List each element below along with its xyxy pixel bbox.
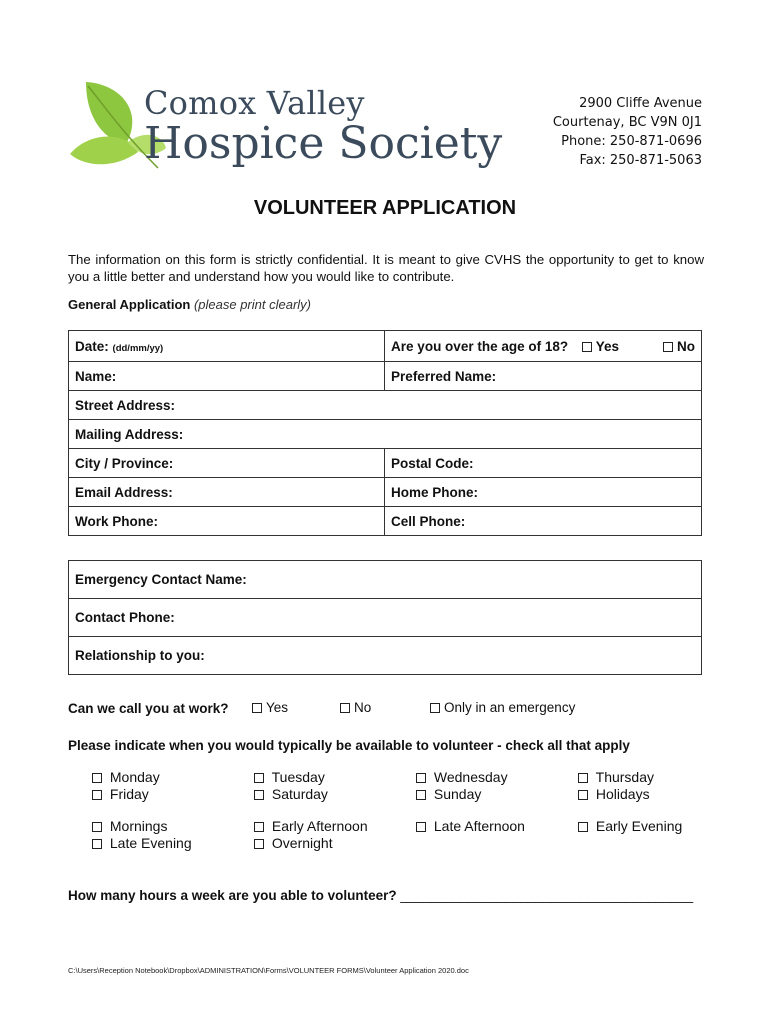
checkbox-icon[interactable]	[430, 703, 440, 713]
checkbox-icon[interactable]	[578, 790, 588, 800]
checkbox-icon[interactable]	[340, 703, 350, 713]
phone-line: Phone: 250-871-0696	[561, 134, 702, 149]
address-line: 2900 Cliffe Avenue	[579, 96, 702, 111]
work-phone-field[interactable]: Work Phone:	[69, 507, 385, 536]
checkbox-icon[interactable]	[252, 703, 262, 713]
checkbox-icon[interactable]	[578, 773, 588, 783]
checkbox-icon[interactable]	[416, 790, 426, 800]
option-label: Yes	[266, 700, 289, 715]
day-label: Tuesday	[271, 769, 325, 785]
mailing-address-field[interactable]: Mailing Address:	[69, 420, 702, 449]
day-option-monday[interactable]	[92, 769, 160, 786]
time-option-late-evening[interactable]	[92, 835, 192, 852]
checkbox-icon[interactable]	[578, 822, 588, 832]
availability-heading: Please indicate when you would typically be available to volunteer - check all that apply	[68, 738, 630, 753]
time-label: Overnight	[271, 835, 333, 851]
postal-code-field[interactable]: Postal Code:	[385, 449, 702, 478]
age-yes-option[interactable]	[582, 339, 619, 354]
email-field[interactable]: Email Address:	[69, 478, 385, 507]
emergency-name-field[interactable]: Emergency Contact Name:	[69, 561, 702, 599]
checkbox-icon[interactable]	[92, 839, 102, 849]
day-label: Friday	[109, 786, 149, 802]
day-label: Holidays	[595, 786, 650, 802]
times-grid	[92, 818, 742, 852]
checkbox-icon[interactable]	[254, 822, 264, 832]
footer-file-path: C:\Users\Reception Notebook\Dropbox\ADMINISTRATION\Forms\VOLUNTEER FORMS\Volunteer Application 2020.doc	[68, 966, 469, 975]
street-address-field[interactable]: Street Address:	[69, 391, 702, 420]
day-label: Thursday	[595, 769, 654, 785]
time-option-early-afternoon[interactable]	[254, 818, 368, 835]
name-field[interactable]: Name:	[69, 362, 385, 391]
day-option-friday[interactable]	[92, 786, 160, 803]
days-grid	[92, 769, 742, 803]
time-option-early-evening[interactable]	[578, 818, 682, 835]
checkbox-icon[interactable]	[416, 773, 426, 783]
contact-info-table	[68, 330, 702, 536]
org-address	[553, 94, 702, 170]
day-option-holidays[interactable]	[578, 786, 654, 803]
call-at-work-question: Can we call you at work?	[68, 701, 229, 716]
time-option-overnight[interactable]	[254, 835, 368, 852]
day-option-saturday[interactable]	[254, 786, 328, 803]
preferred-name-field[interactable]: Preferred Name:	[385, 362, 702, 391]
day-option-wednesday[interactable]	[416, 769, 508, 786]
option-label: No	[354, 700, 372, 715]
call-work-yes-option[interactable]	[252, 700, 288, 715]
day-label: Sunday	[433, 786, 482, 802]
hours-input-line[interactable]: _______________________________________	[400, 888, 694, 903]
day-option-tuesday[interactable]	[254, 769, 328, 786]
checkbox-icon[interactable]	[254, 790, 264, 800]
time-label: Late Afternoon	[433, 818, 525, 834]
time-label: Late Evening	[109, 835, 192, 851]
emergency-contact-table	[68, 560, 702, 675]
checkbox-icon[interactable]	[582, 342, 592, 352]
day-option-thursday[interactable]	[578, 769, 654, 786]
date-field[interactable]	[69, 331, 385, 362]
hours-question-label: How many hours a week are you able to volunteer?	[68, 888, 397, 903]
day-label: Wednesday	[433, 769, 508, 785]
fax-line: Fax: 250-871-5063	[579, 153, 702, 168]
age-yes-label: Yes	[595, 338, 619, 354]
page-title: VOLUNTEER APPLICATION	[253, 197, 517, 219]
age-question-label: Are you over the age of 18?	[391, 338, 569, 354]
checkbox-icon[interactable]	[416, 822, 426, 832]
time-label: Early Afternoon	[271, 818, 368, 834]
date-label: Date:	[75, 338, 109, 354]
address-line: Courtenay, BC V9N 0J1	[552, 115, 702, 130]
date-format-hint: (dd/mm/yy)	[112, 342, 164, 354]
call-work-emergency-option[interactable]	[430, 700, 575, 715]
age-question-cell	[385, 331, 702, 362]
call-work-no-option[interactable]	[340, 700, 371, 715]
day-label: Monday	[109, 769, 160, 785]
day-option-sunday[interactable]	[416, 786, 508, 803]
relationship-field[interactable]: Relationship to you:	[69, 637, 702, 675]
option-label: Only in an emergency	[444, 700, 576, 715]
age-no-label: No	[677, 338, 695, 354]
intro-paragraph: The information on this form is strictly confidential. It is meant to give CVHS the opportunity to get to know you a little better and understand how you would like to contribute.	[68, 252, 704, 284]
checkbox-icon[interactable]	[92, 773, 102, 783]
cell-phone-field[interactable]: Cell Phone:	[385, 507, 702, 536]
time-option-mornings[interactable]	[92, 818, 192, 835]
section-hint: (please print clearly)	[193, 297, 311, 312]
organization-logo	[66, 72, 503, 182]
org-name-line1: Comox Valley	[144, 84, 365, 122]
org-name-line2: Hospice Society	[144, 118, 503, 169]
checkbox-icon[interactable]	[663, 342, 673, 352]
age-no-option[interactable]	[663, 339, 695, 354]
checkbox-icon[interactable]	[92, 822, 102, 832]
emergency-phone-field[interactable]: Contact Phone:	[69, 599, 702, 637]
section-label: General Application	[68, 297, 191, 312]
city-province-field[interactable]: City / Province:	[69, 449, 385, 478]
checkbox-icon[interactable]	[254, 839, 264, 849]
hours-question	[68, 888, 693, 903]
checkbox-icon[interactable]	[92, 790, 102, 800]
time-option-late-afternoon[interactable]	[416, 818, 525, 835]
home-phone-field[interactable]: Home Phone:	[385, 478, 702, 507]
time-label: Early Evening	[595, 818, 683, 834]
time-label: Mornings	[109, 818, 168, 834]
checkbox-icon[interactable]	[254, 773, 264, 783]
day-label: Saturday	[271, 786, 328, 802]
general-application-label	[68, 297, 311, 312]
